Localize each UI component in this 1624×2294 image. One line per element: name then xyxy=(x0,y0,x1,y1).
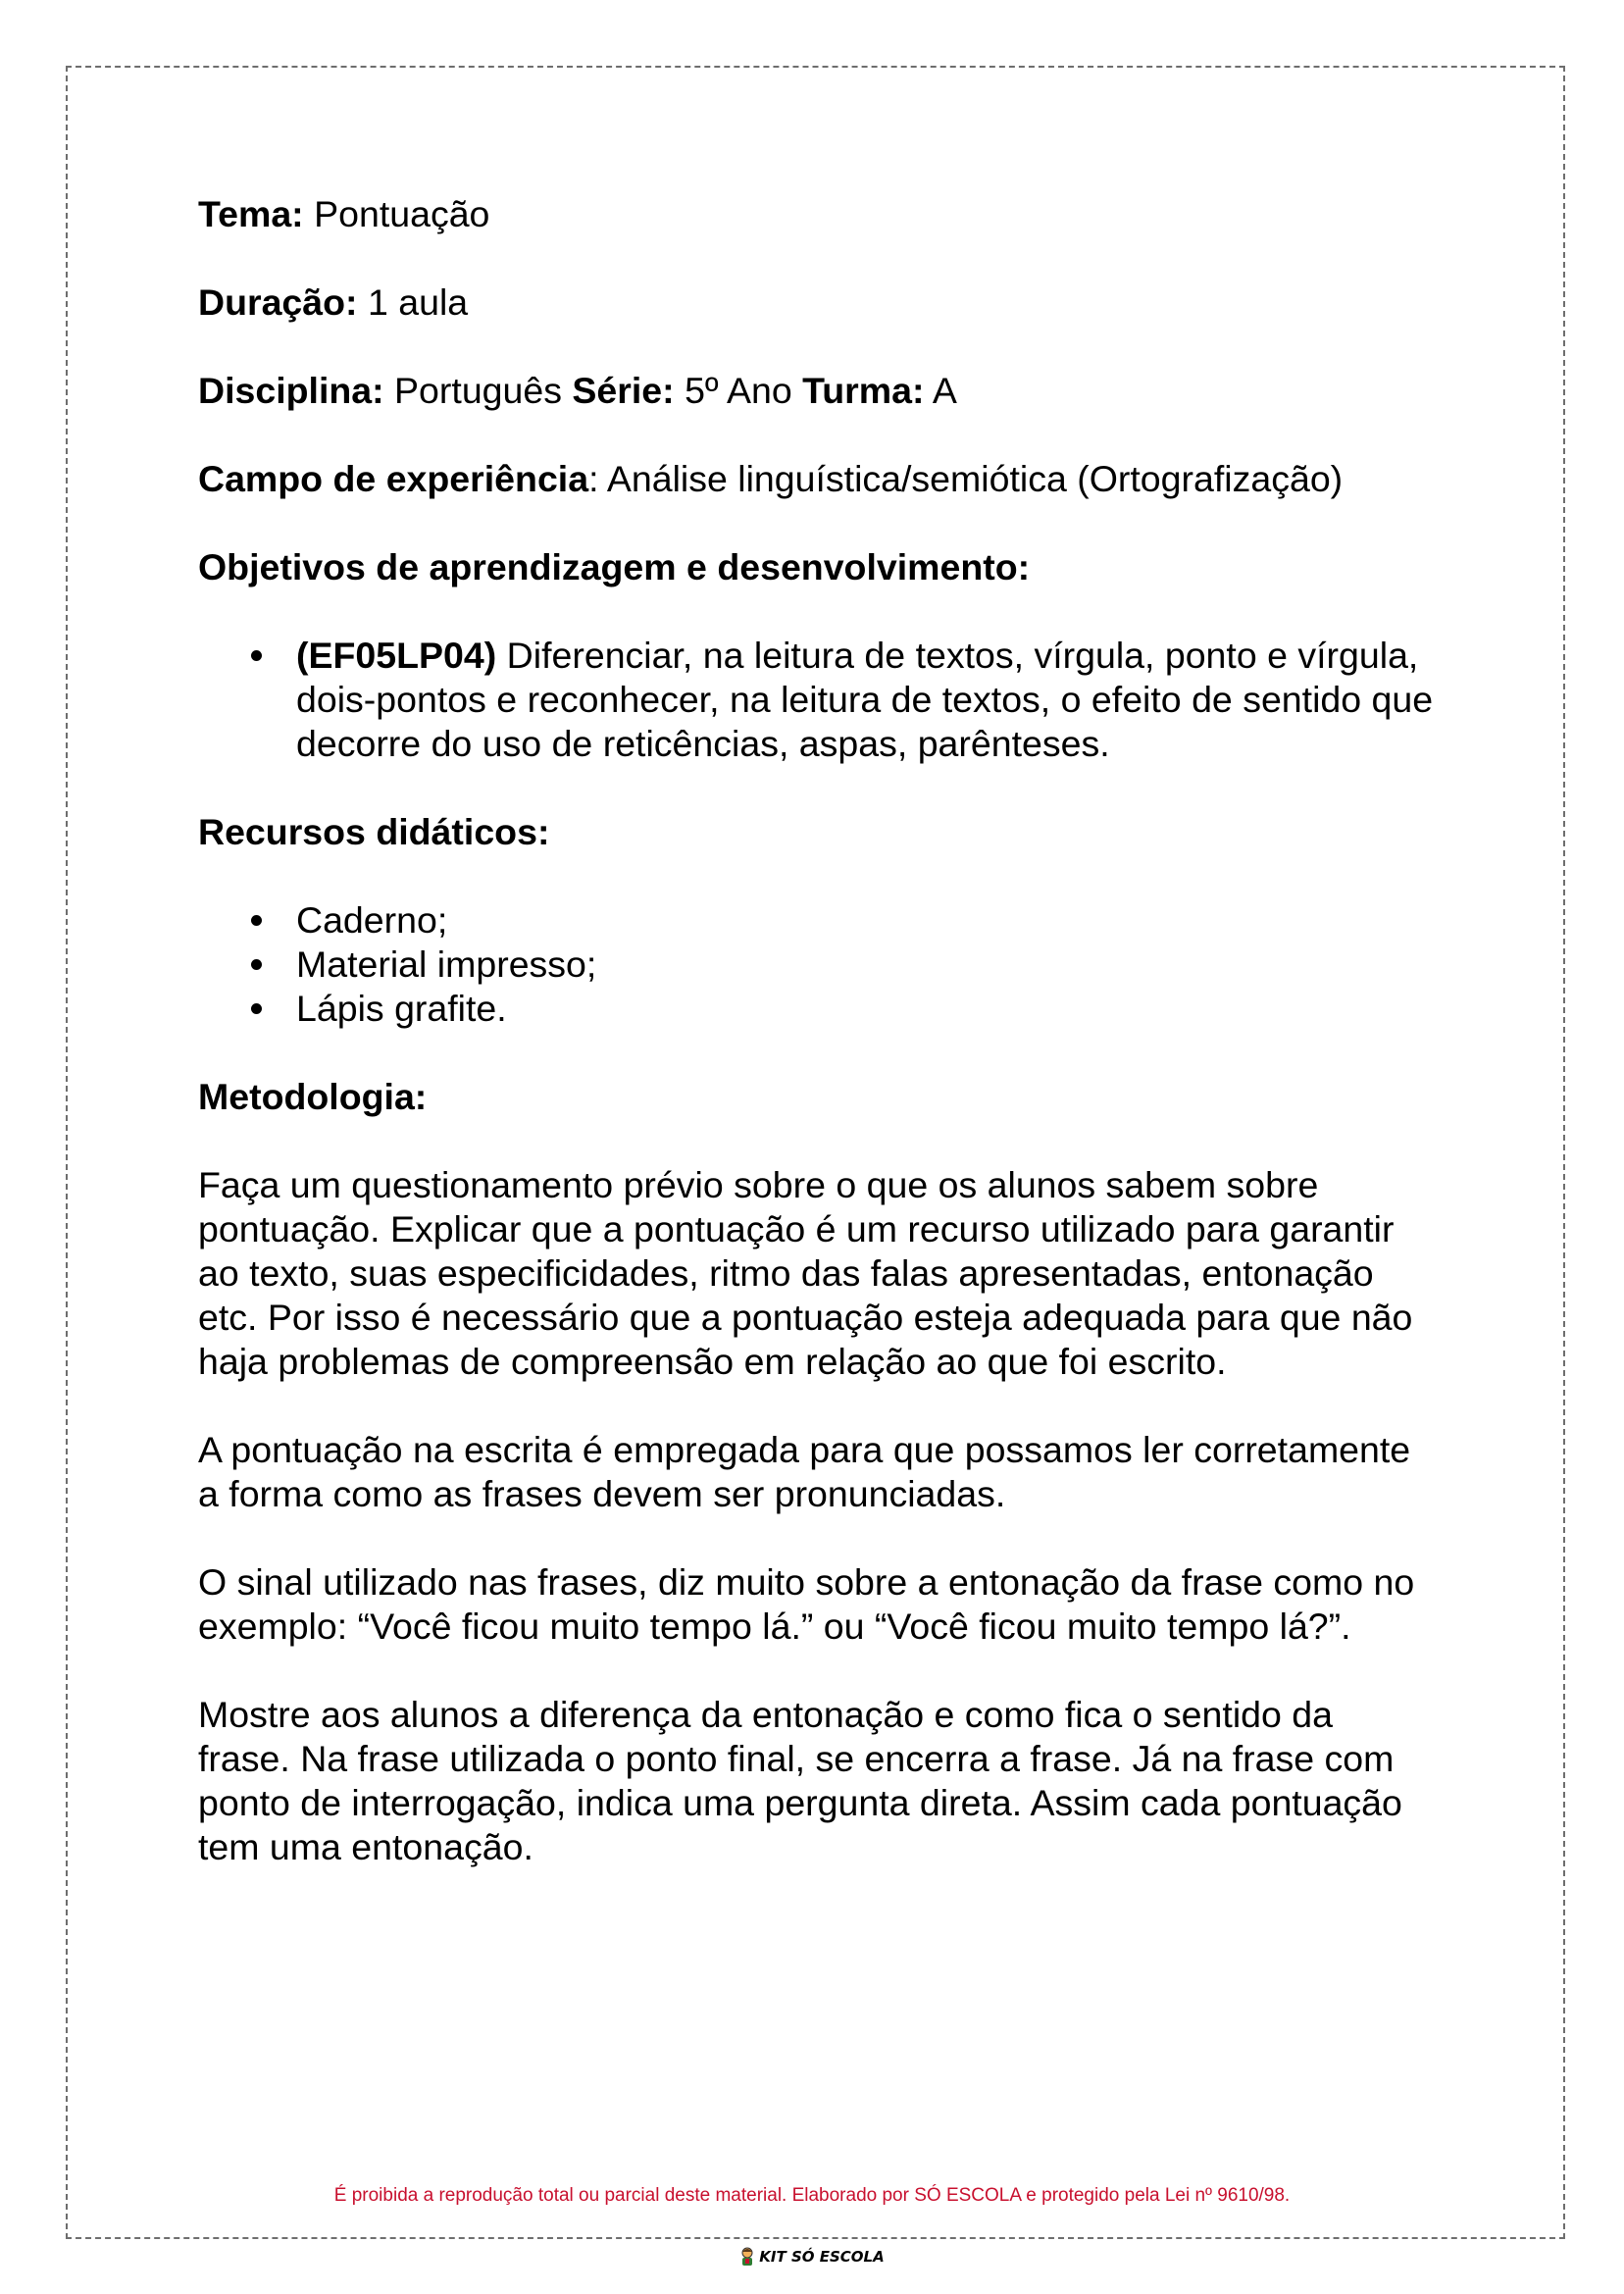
metodologia-paragraph: Faça um questionamento prévio sobre o que os alunos sabem sobre pontuação. Explicar que a pontuação é um recurso utilizado para garantir ao texto, suas especificidades, ritmo das falas apresentadas, entonação etc. Por isso é necessário que a pontuação esteja adequada para que não haja problemas de compreensão em relação ao que foi escrito. xyxy=(198,1164,1413,1382)
recurso-item xyxy=(198,898,1434,943)
bullet-icon xyxy=(251,1003,262,1014)
recurso-item xyxy=(198,943,1434,987)
tema-label: Tema: xyxy=(198,193,304,234)
disciplina-line xyxy=(198,369,1434,413)
copyright-notice: É proibida a reprodução total ou parcial deste material. Elaborado por SÓ ESCOLA e protegido pela Lei nº 9610/98. xyxy=(333,2185,1291,2206)
metodologia-paragraph: O sinal utilizado nas frases, diz muito sobre a entonação da frase como no exemplo: “Você ficou muito tempo lá.” ou “Você ficou muito tempo lá?”. xyxy=(198,1561,1415,1647)
recursos-heading: Recursos didáticos: xyxy=(198,811,550,852)
brand-logo xyxy=(0,2247,1624,2270)
metodologia-paragraph: Mostre aos alunos a diferença da entonação e como fica o sentido da frase. Na frase utilizada o ponto final, se encerra a frase. Já na frase com ponto de interrogação, indica uma pergunta direta. Assim cada pontuação tem uma entonação. xyxy=(198,1694,1402,1867)
objetivos-heading: Objetivos de aprendizagem e desenvolvimento: xyxy=(198,546,1031,587)
bullet-icon xyxy=(251,915,262,926)
duracao-label: Duração: xyxy=(198,281,358,323)
objetivo-code: (EF05LP04) xyxy=(296,635,497,676)
disciplina-label: Disciplina: xyxy=(198,370,384,411)
recurso-text: Material impresso; xyxy=(296,943,597,985)
bullet-icon xyxy=(251,650,262,661)
campo-value: : Análise linguística/semiótica (Ortografização) xyxy=(588,458,1344,499)
lesson-plan-content xyxy=(198,192,1434,1913)
tema-line xyxy=(198,192,1434,236)
serie-value: 5º Ano xyxy=(685,370,792,411)
objetivo-text: Diferenciar, na leitura de textos, vírgula, ponto e vírgula, dois-pontos e reconhecer, na leitura de textos, o efeito de sentido que decorre do uso de reticências, aspas, parênteses. xyxy=(296,635,1434,764)
campo-line xyxy=(198,457,1434,501)
campo-label: Campo de experiência xyxy=(198,458,589,499)
recursos-list xyxy=(198,898,1434,1031)
turma-label: Turma: xyxy=(802,370,925,411)
duracao-value: 1 aula xyxy=(367,281,469,323)
objetivo-item xyxy=(198,634,1434,766)
metodologia-heading: Metodologia: xyxy=(198,1076,428,1117)
bullet-icon xyxy=(251,959,262,970)
recurso-text: Lápis grafite. xyxy=(296,988,507,1029)
brand-text: KIT SÓ ESCOLA xyxy=(759,2248,885,2266)
tema-value: Pontuação xyxy=(314,193,490,234)
duracao-line xyxy=(198,280,1434,325)
recurso-item xyxy=(198,987,1434,1031)
disciplina-value: Português xyxy=(394,370,562,411)
objetivos-list xyxy=(198,634,1434,766)
serie-label: Série: xyxy=(572,370,675,411)
student-mascot-icon xyxy=(739,2247,755,2267)
turma-value: A xyxy=(932,370,957,411)
metodologia-paragraph: A pontuação na escrita é empregada para que possamos ler corretamente a forma como as frases devem ser pronunciadas. xyxy=(198,1429,1411,1514)
recurso-text: Caderno; xyxy=(296,899,448,941)
